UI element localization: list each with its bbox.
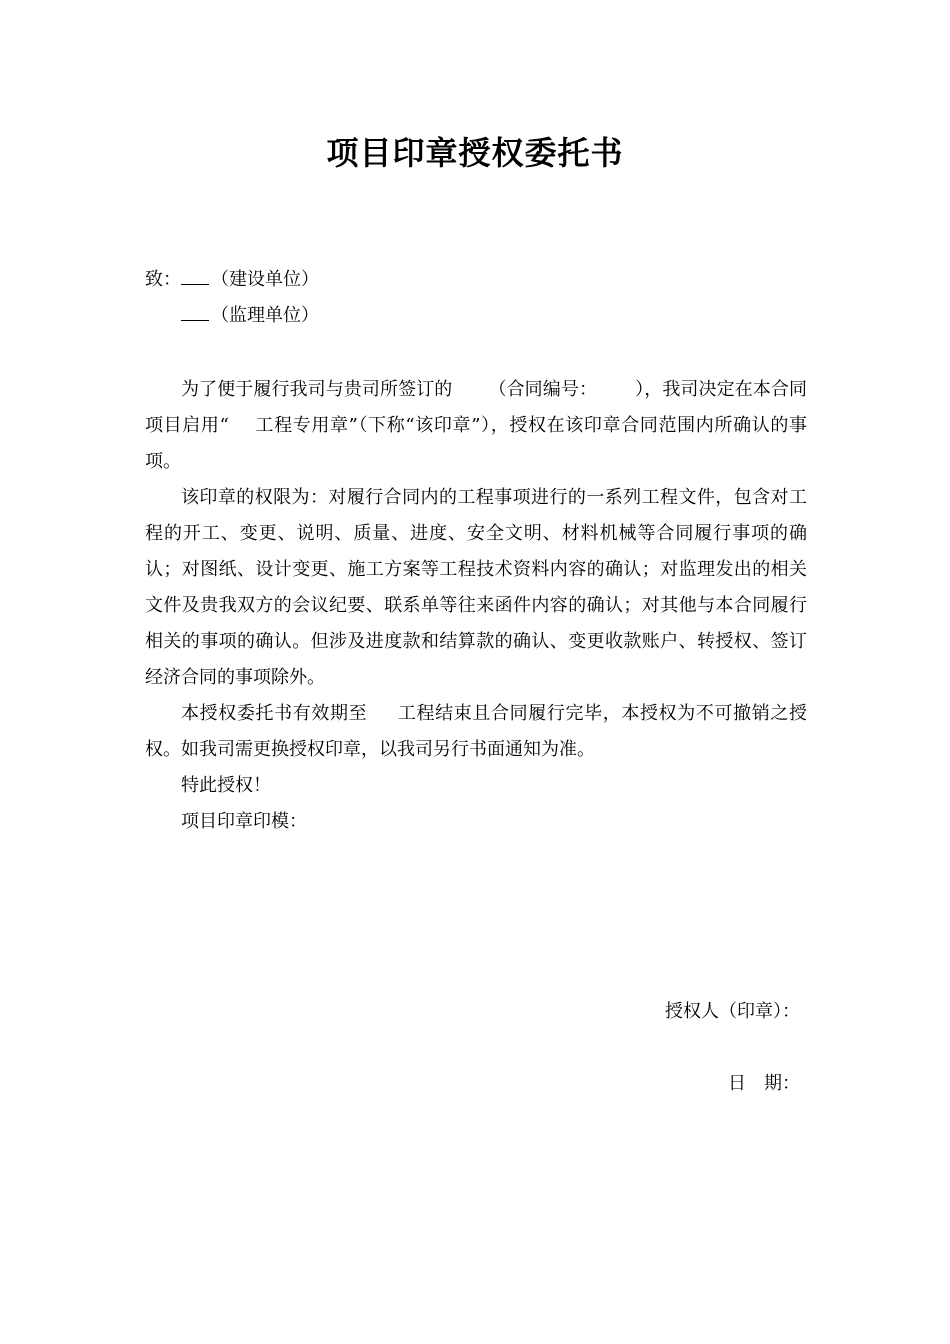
supervision-unit-blank bbox=[181, 304, 209, 321]
addressee-prefix: 致： bbox=[145, 269, 181, 290]
paragraph-authority: 该印章的权限为：对履行合同内的工程事项进行的一系列工程文件，包含对工程的开工、变更、说明、质量、进度、安全文明、材料机械等合同履行事项的确认；对图纸、设计变更、施工方案等工程技术资料内容的确认；对监理发出的相关文件及贵我双方的会议纪要、联系单等往来函件内容的确认；对其他与本合同履行相关的事项的确认。但涉及进度款和结算款的确认、变更收款账户、转授权、签订经济合同的事项除外。 bbox=[145, 487, 807, 688]
paragraph-validity-part2: 工程结束且合同履行完毕，本授权为不可撤销之授权。如我司需更换授权印章，以我司另行书面通知为准。 bbox=[145, 703, 807, 760]
date-label: 日 期： bbox=[728, 1073, 800, 1094]
signatory-label: 授权人（印章）： bbox=[665, 1001, 800, 1022]
construction-unit-blank bbox=[181, 268, 209, 285]
document-title: 项目印章授权委托书 bbox=[326, 134, 624, 172]
paragraph-contract-part4: 工程专用章”（下称“该印章”），授权在该印章合同范围内所确认的事项。 bbox=[145, 415, 807, 472]
paragraph-contract bbox=[145, 372, 807, 480]
addressee-line-supervision bbox=[181, 304, 319, 328]
supervision-unit-label: （监理单位） bbox=[211, 305, 319, 326]
document-body bbox=[145, 372, 807, 840]
paragraph-validity-part1: 本授权委托书有效期至 bbox=[181, 703, 368, 724]
paragraph-contract-part1: 为了便于履行我司与贵司所签订的 bbox=[181, 379, 453, 400]
paragraph-contract-part2: （合同编号： bbox=[488, 379, 598, 400]
construction-unit-label: （建设单位） bbox=[211, 269, 319, 290]
paragraph-validity bbox=[145, 696, 807, 768]
addressee-line-construction bbox=[145, 268, 319, 292]
paragraph-contract-part3: ），我司决定在本合同项目启用“ bbox=[145, 379, 807, 436]
closing-text: 特此授权！ bbox=[181, 775, 271, 796]
seal-specimen-label: 项目印章印模： bbox=[181, 811, 307, 832]
